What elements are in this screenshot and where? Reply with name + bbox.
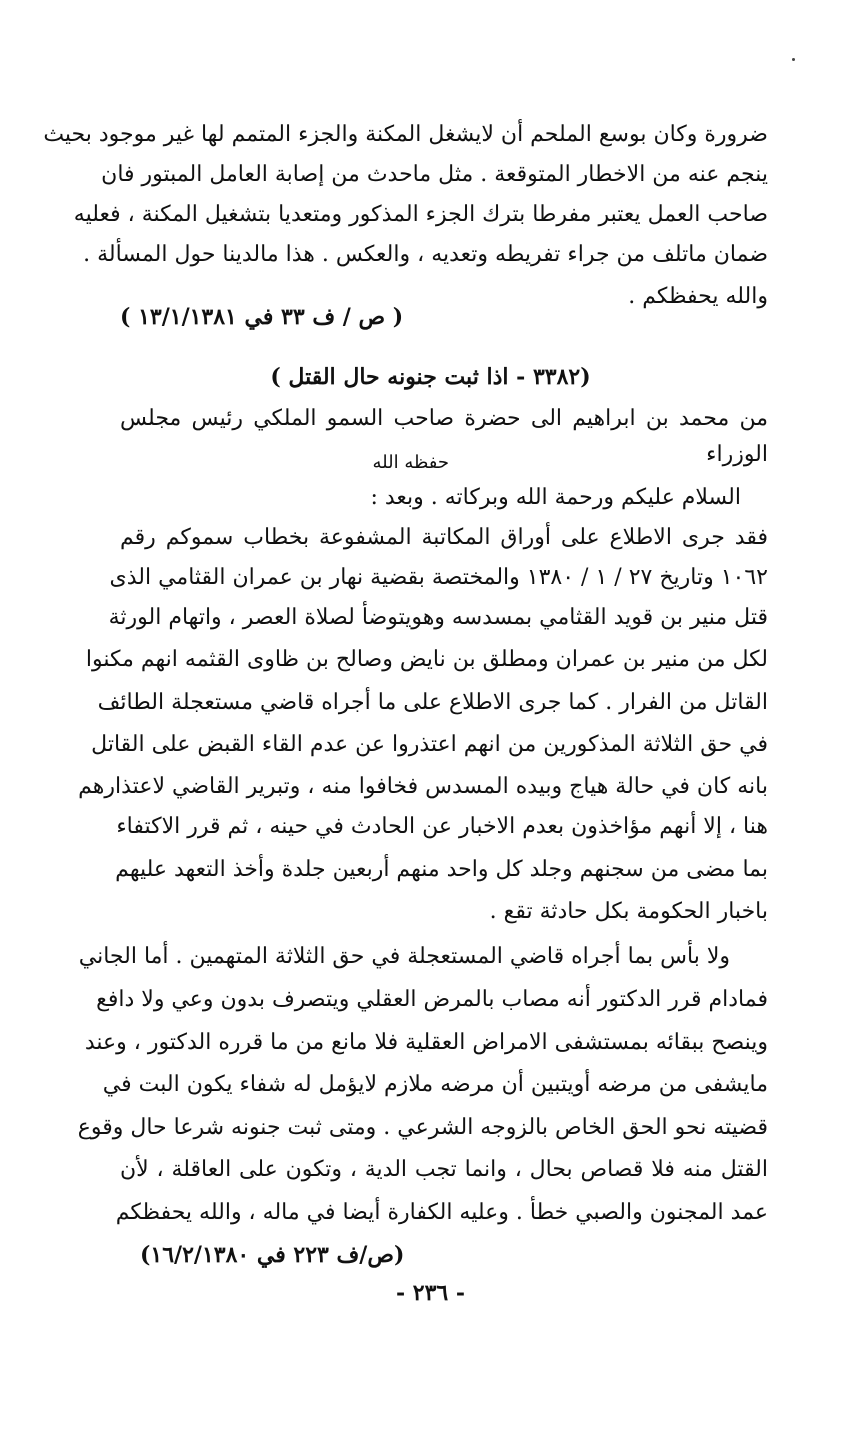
text-line: هنا ، إلا أنهم مؤاخذون بعدم الاخبار عن الحادث في حينه ، ثم قرر الاكتفاء [116, 814, 768, 839]
addressee-blessing: حفظه الله [372, 452, 449, 473]
addressee-line: من محمد بن ابراهيم الى حضرة صاحب السمو الملكي رئيس مجلس [120, 406, 768, 431]
scan-speck [792, 58, 795, 61]
closing-line: والله يحفظكم . [628, 284, 768, 309]
text-line: القاتل من الفرار . كما جرى الاطلاع على ما أجراه قاضي مستعجلة الطائف [97, 690, 768, 715]
addressee-title: الوزراء [706, 442, 768, 467]
text-line: مايشفى من مرضه أويتبين أن مرضه ملازم لايؤمل له شفاء يكون البت في [102, 1072, 768, 1097]
text-line: فمادام قرر الدكتور أنه مصاب بالمرض العقلي ويتصرف بدون وعي ولا دافع [96, 987, 768, 1012]
text-line: القتل منه فلا قصاص بحال ، وانما تجب الدية ، وتكون على العاقلة ، لأن [120, 1157, 768, 1182]
text-line: عمد المجنون والصبي خطأ . وعليه الكفارة أيضا في ماله ، والله يحفظكم [115, 1200, 768, 1225]
greeting: السلام عليكم ورحمة الله وبركاته . وبعد : [370, 485, 741, 510]
reference-citation: (ص/ف ٢٢٣ في ١٦/٢/١٣٨٠) [140, 1242, 405, 1268]
text-line: لكل من منير بن عمران ومطلق بن نايض وصالح بن ظاوى القثمه انهم مكنوا [85, 647, 768, 672]
text-line: ينجم عنه من الاخطار المتوقعة . مثل ماحدث من إصابة العامل المبتور فان [101, 162, 768, 187]
text-line: ضمان ماتلف من جراء تفريطه وتعديه ، والعكس . هذا مالدينا حول المسألة . [83, 242, 768, 267]
reference-citation: ( ص / ف ٣٣ في ١٣/١/١٣٨١ ) [120, 304, 404, 330]
text-line: قتل منير بن قويد القثامي بمسدسه وهويتوضأ لصلاة العصر ، واتهام الورثة [108, 605, 768, 630]
text-line: صاحب العمل يعتبر مفرطا بترك الجزء المذكور ومتعديا بتشغيل المكنة ، فعليه [73, 202, 768, 227]
text-line: قضيته نحو الحق الخاص بالزوجه الشرعي . ومتى ثبت جنونه شرعا حال وقوع [77, 1115, 768, 1140]
text-line: فقد جرى الاطلاع على أوراق المكاتبة المشفوعة بخطاب سموكم رقم [120, 525, 768, 550]
text-line: ولا بأس بما أجراه قاضي المستعجلة في حق الثلاثة المتهمين . أما الجاني [78, 944, 730, 969]
text-line: باخبار الحكومة بكل حادثة تقع . [489, 899, 768, 924]
text-line: بما مضى من سجنهم وجلد كل واحد منهم أربعين جلدة وأخذ التعهد عليهم [115, 857, 768, 882]
page-number: - ٢٣٦ - [395, 1280, 466, 1306]
text-line: ١٠٦٢ وتاريخ ٢٧ / ١ / ١٣٨٠ والمختصة بقضية نهار بن عمران القثامي الذى [109, 565, 768, 590]
text-line: وينصح ببقائه بمستشفى الامراض العقلية فلا مانع من ما قرره الدكتور ، وعند [84, 1030, 768, 1055]
text-line: بانه كان في حالة هياج وبيده المسدس فخافوا منه ، وتبرير القاضي لاعتذارهم [78, 774, 768, 799]
text-line: ضرورة وكان بوسع الملحم أن لايشغل المكنة والجزء المتمم لها غير موجود بحيث [43, 122, 768, 147]
section-heading: (٣٣٨٢ - اذا ثبت جنونه حال القتل ) [270, 364, 591, 390]
text-line: في حق الثلاثة المذكورين من انهم اعتذروا عن عدم القاء القبض على القاتل [91, 732, 768, 757]
